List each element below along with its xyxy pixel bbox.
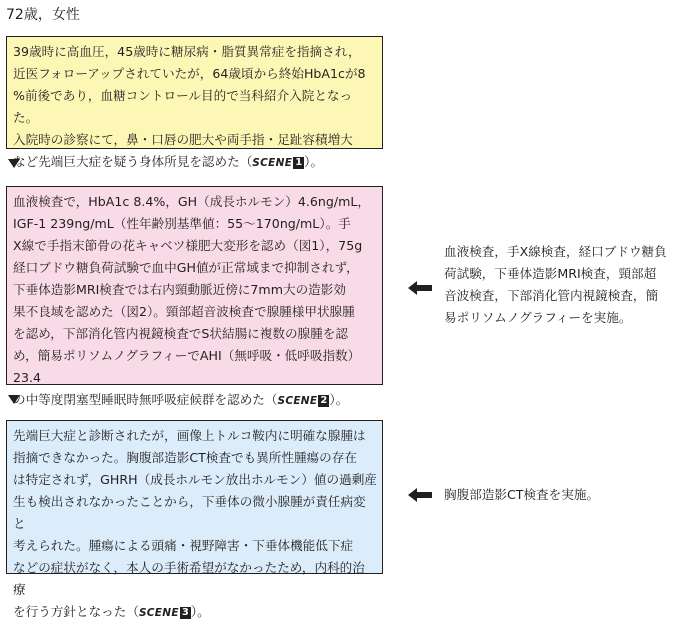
side-note-2: 胸腹部造影CT検査を実施。	[444, 487, 600, 502]
scene-2-number: 2	[320, 395, 328, 406]
scene-2-box	[6, 186, 383, 407]
down-triangle-icon	[8, 395, 20, 404]
left-arrow-icon	[408, 281, 432, 295]
scene-1-label: SCENE	[252, 157, 293, 169]
scene-1-box	[6, 36, 383, 169]
side-note-1: 血液検査，手X線検査，経口ブドウ糖負 荷試験，下垂体造影MRI検査，頸部超 音波検査，下部消化管内視鏡検査，簡 易ポリソムノグラフィーを実施。	[444, 244, 667, 325]
scene-3-suffix: ）。	[190, 604, 210, 619]
scene-1-text: 39歳時に高血圧，45歳時に糖尿病・脂質異常症を指摘され， 近医フォローアップされていたが，64歳頃から終始HbA1cが8 %前後であり，血糖コントロール目的で当科紹介入院となった。 入院時の診察にて，鼻・口唇の肥大や両手指・足趾容積増大 など先端巨大症を疑う身体所見を認めた（	[13, 44, 366, 169]
scene-3-text: 先端巨大症と診断されたが，画像上トルコ鞍内に明確な腺腫は 指摘できなかった。胸腹部造影CT検査でも異所性腫瘍の存在 は特定されず，GHRH（成長ホルモン放出ホルモン）値の過剰産 生も検出されなかったことから，下垂体の微小腺腫が責任病変と 考えられた。腫瘍による頭痛・視野障害・下垂体機能低下症 などの症状がなく，本人の手術希望がなかったため，内科的治療 を行う方針となった（	[13, 428, 377, 619]
scene-1-number: 1	[295, 157, 303, 168]
scene-1-suffix: ）。	[304, 154, 324, 169]
scene-3-number: 3	[181, 607, 189, 618]
scene-3-label: SCENE	[138, 607, 179, 619]
case-title: 72歳，女性	[6, 7, 80, 23]
scene-2-suffix: ）。	[329, 392, 349, 407]
scene-1-paragraph	[13, 41, 377, 174]
scene-2-text: 血液検査で，HbA1c 8.4%，GH（成長ホルモン）4.6ng/mL， IGF-1 239ng/mL（性年齢別基準値：55～170ng/mL）。手 X線で手指末節骨の花キャベツ様肥大変形を認め（図1），75g 経口ブドウ糖負荷試験で血中GH値が正常域まで抑制されず， 下垂体造影MRI検査では右内頸動脈近傍に7mm大の造影効 果不良域を認めた（図2）。頸部超音波検査で腺腫様甲状腺腫 を認め，下部消化管内視鏡検査でS状結腸に複数の腺腫を認 め，簡易ポリソムノグラフィーでAHI（無呼吸・低呼吸指数）23.4 の中等度閉塞型睡眠時無呼吸症候群を認めた（	[13, 194, 371, 407]
down-triangle-icon	[8, 159, 20, 168]
scene-2-paragraph	[13, 191, 377, 412]
left-arrow-icon	[408, 488, 432, 502]
scene-3-box	[6, 420, 383, 619]
scene-2-label: SCENE	[277, 395, 318, 407]
scene-3-paragraph	[13, 425, 377, 624]
